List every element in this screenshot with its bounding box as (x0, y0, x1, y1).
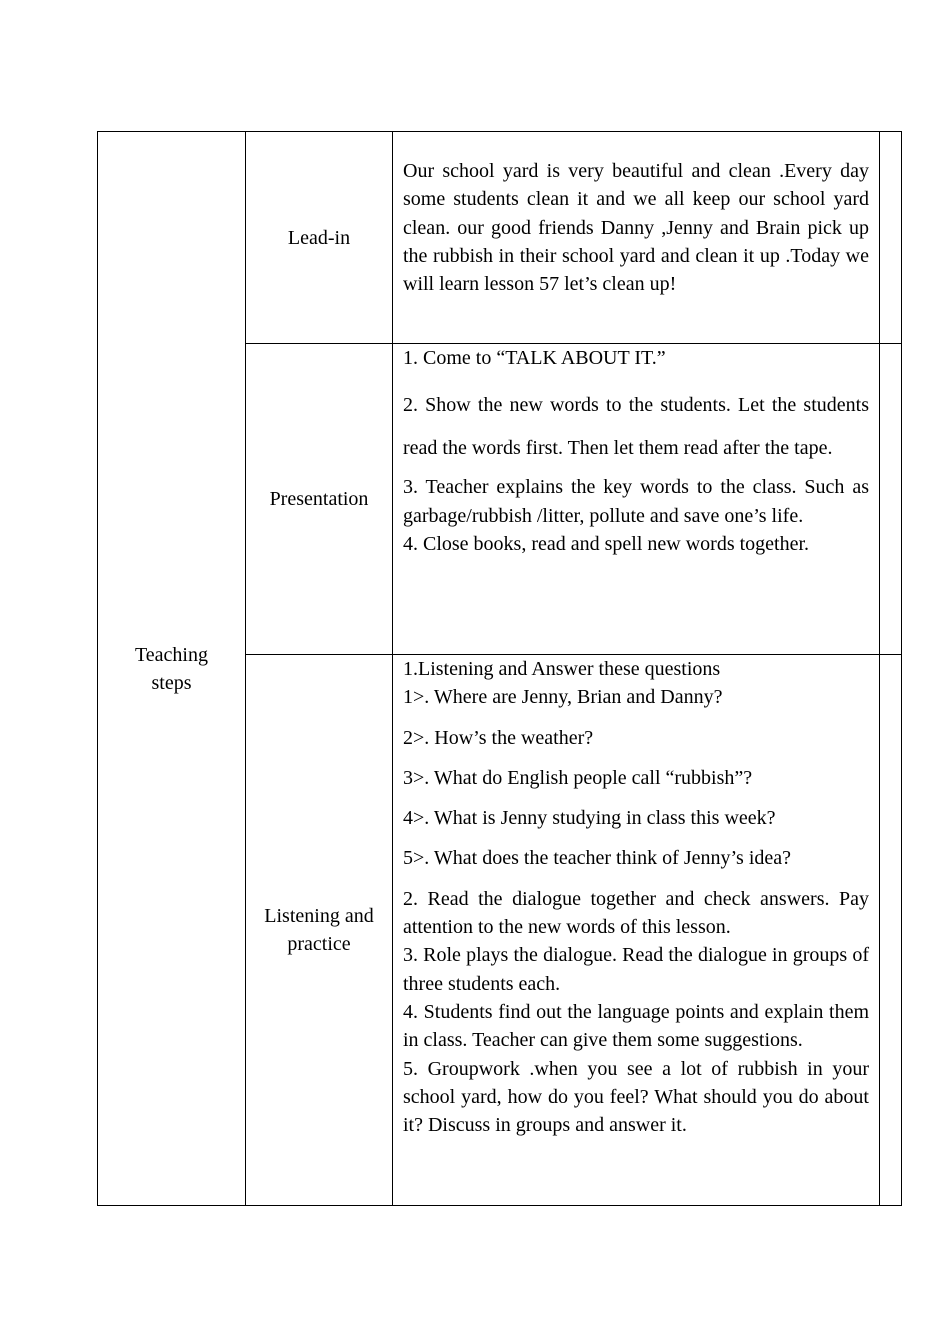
presentation-step-4: 4. Close books, read and spell new words together. (403, 532, 810, 555)
lead-in-content (403, 157, 869, 298)
listening-practice-content (403, 655, 869, 1139)
column-divider-1 (245, 131, 246, 1206)
practice-step-4: 4. Students find out the language points and explain them in class. Teacher can give them some suggestions. (403, 1000, 869, 1052)
table-border-top (97, 131, 902, 132)
listening-question-2: 2>. How’s the weather? (403, 726, 594, 749)
presentation-step-1: 1. Come to “TALK ABOUT IT.” (403, 347, 666, 369)
presentation-step-3: 3. Teacher explains the key words to the class. Such as garbage/rubbish /litter, pollute and save one’s life. (403, 476, 869, 527)
section-label-teaching-steps: Teaching steps (134, 644, 208, 694)
practice-step-3: 3. Role plays the dialogue. Read the dialogue in groups of three students each. (403, 944, 869, 995)
presentation-step-2: 2. Show the new words to the students. Let the students read the words first. Then let them read after the tape. (403, 394, 869, 459)
presentation-content (403, 344, 869, 558)
column-divider-2 (392, 131, 393, 1206)
row-label-listening-practice: Listening and practice (264, 905, 374, 955)
lead-in-paragraph: Our school yard is very beautiful and clean .Every day some students clean it and we all keep our school yard clean. our good friends Danny ,Jenny and Brain pick up the rubbish in their school yard and clean it up .Today we will learn lesson 57 let’s clean up! (403, 160, 869, 296)
row-label-lead-in: Lead-in (287, 227, 351, 249)
practice-step-5: 5. Groupwork .when you see a lot of rubbish in your school yard, how do you feel? What should you do about it? Discuss in groups and answer it. (403, 1057, 869, 1137)
practice-step-2: 2. Read the dialogue together and check answers. Pay attention to the new words of this lesson. (403, 887, 869, 939)
table-border-right (901, 131, 902, 1206)
listening-question-4: 4>. What is Jenny studying in class this week? (403, 807, 776, 830)
listening-question-5: 5>. What does the teacher think of Jenny’s idea? (403, 847, 792, 870)
listening-question-1: 1>. Where are Jenny, Brian and Danny? (403, 686, 723, 709)
listening-question-3: 3>. What do English people call “rubbish”? (403, 766, 753, 789)
column-divider-3 (879, 131, 880, 1206)
table-border-bottom (97, 1205, 902, 1206)
row-label-presentation: Presentation (269, 488, 369, 510)
listening-intro: 1.Listening and Answer these questions (403, 658, 721, 680)
